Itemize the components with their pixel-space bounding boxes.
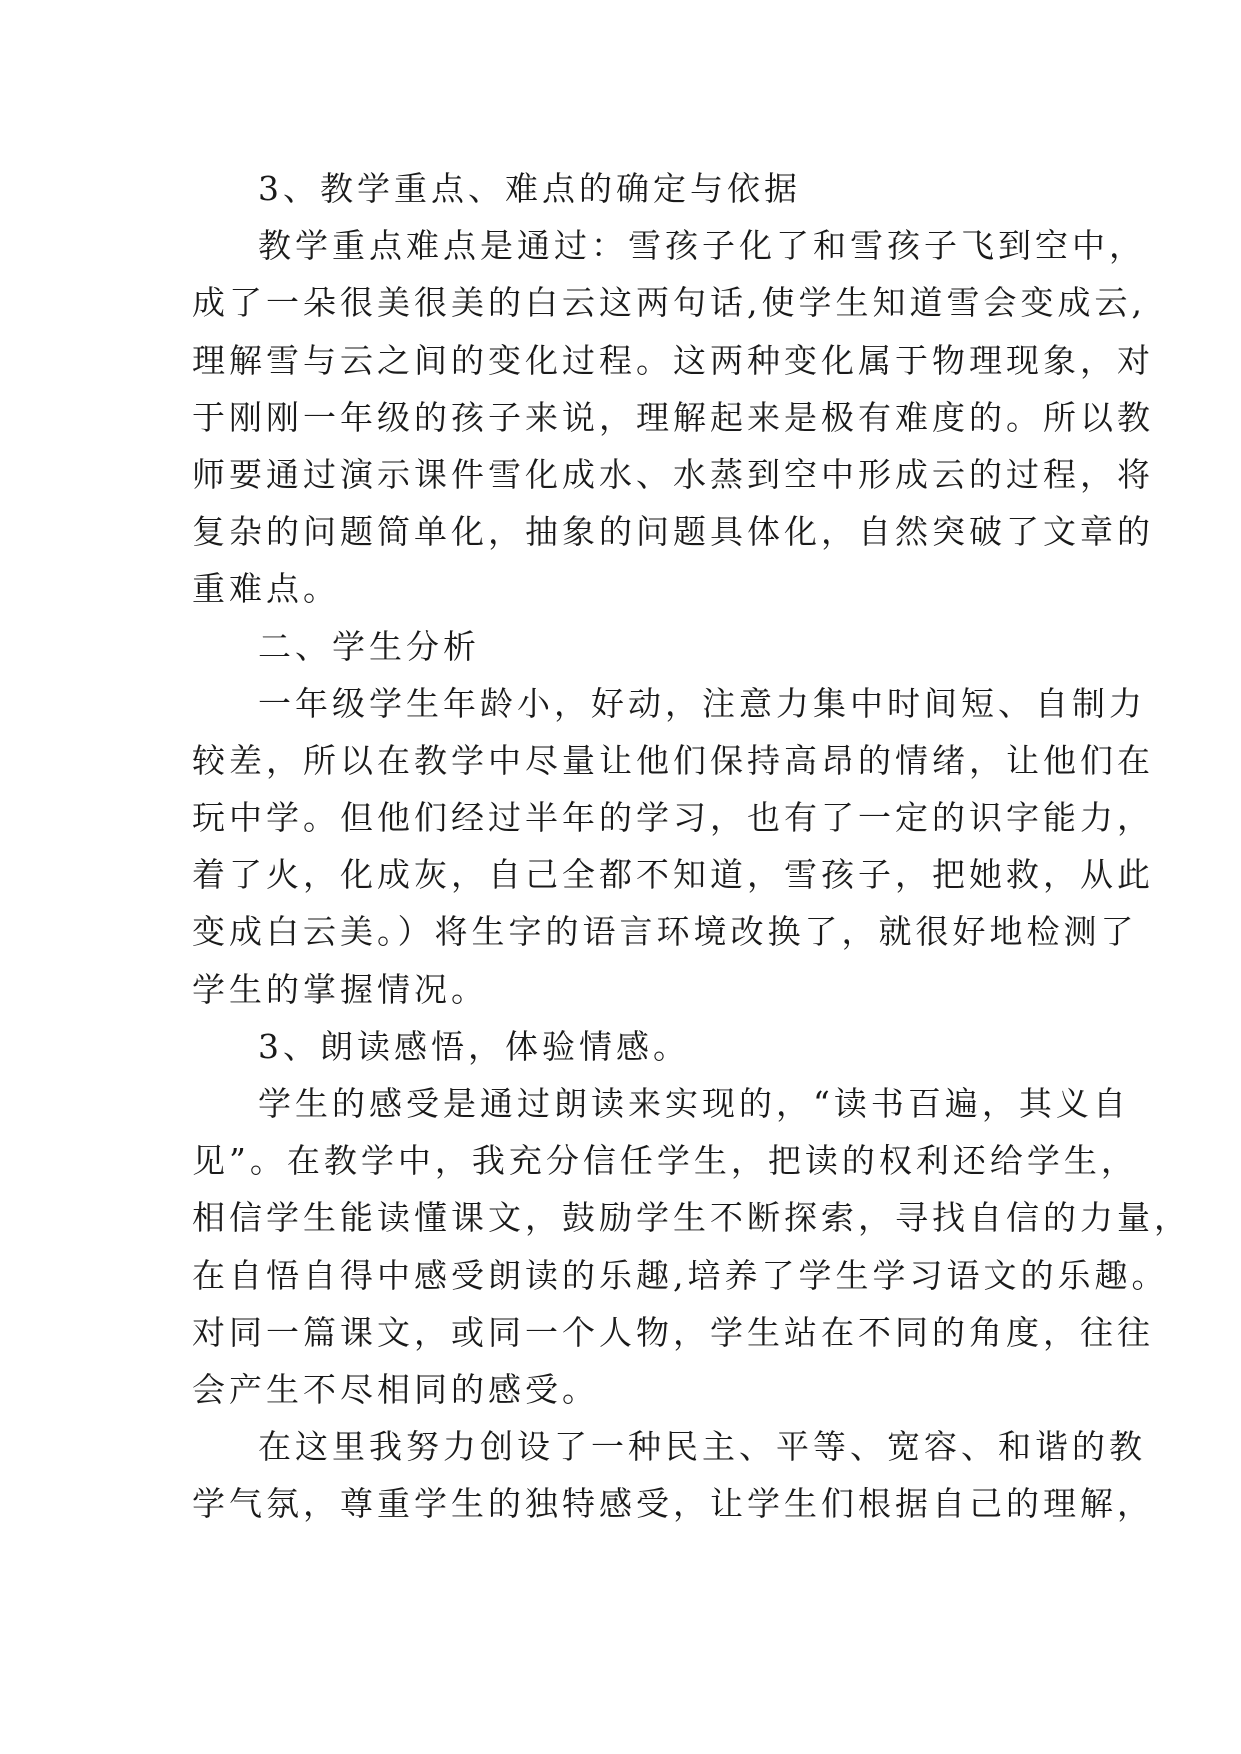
paragraph-line: 学生的掌握情况。 xyxy=(192,969,488,1009)
paragraph-line: 学生的感受是通过朗读来实现的，“读书百遍，其义自 xyxy=(258,1084,1130,1123)
paragraph-line: 变成白云美。）将生字的语言环境改换了，就很好地检测了 xyxy=(192,912,1138,952)
paragraph-line: 于刚刚一年级的孩子来说，理解起来是极有难度的。所以教 xyxy=(192,397,1154,437)
paragraph-line: 重难点。 xyxy=(192,569,340,609)
paragraph-line: 玩中学。但他们经过半年的学习，也有了一定的识字能力， xyxy=(192,798,1154,838)
paragraph-line: 一年级学生年龄小，好动，注意力集中时间短、自制力 xyxy=(258,683,1146,723)
section-heading-reading: 3、朗读感悟，体验情感。 xyxy=(258,1026,690,1066)
paragraph-line: 对同一篇课文，或同一个人物，学生站在不同的角度，往往 xyxy=(192,1312,1154,1352)
paragraph-line: 会产生不尽相同的感受。 xyxy=(192,1369,599,1409)
section-heading-key-points: 3、教学重点、难点的确定与依据 xyxy=(258,169,801,208)
paragraph-line: 复杂的问题简单化，抽象的问题具体化，自然突破了文章的 xyxy=(192,512,1154,552)
paragraph-line: 着了火，化成灰，自己全都不知道，雪孩子，把她救，从此 xyxy=(192,855,1154,895)
paragraph-line: 较差，所以在教学中尽量让他们保持高昂的情绪，让他们在 xyxy=(192,740,1154,780)
paragraph-line: 相信学生能读懂课文，鼓励学生不断探索，寻找自信的力量， xyxy=(192,1198,1191,1238)
paragraph-line: 教学重点难点是通过：雪孩子化了和雪孩子飞到空中， xyxy=(258,226,1146,266)
paragraph-line: 成了一朵很美很美的白云这两句话,使学生知道雪会变成云, xyxy=(192,283,1146,323)
paragraph-line: 师要通过演示课件雪化成水、水蒸到空中形成云的过程，将 xyxy=(192,454,1154,494)
paragraph-line: 在自悟自得中感受朗读的乐趣,培养了学生学习语文的乐趣。 xyxy=(192,1255,1169,1295)
paragraph-line: 在这里我努力创设了一种民主、平等、宽容、和谐的教 xyxy=(258,1427,1146,1467)
section-heading-student-analysis: 二、学生分析 xyxy=(258,626,480,666)
paragraph-line: 理解雪与云之间的变化过程。这两种变化属于物理现象，对 xyxy=(192,340,1154,380)
document-body xyxy=(192,160,1191,1533)
paragraph-line: 见”。在教学中，我充分信任学生，把读的权利还给学生， xyxy=(192,1141,1138,1181)
paragraph-line: 学气氛，尊重学生的独特感受，让学生们根据自己的理解， xyxy=(192,1484,1154,1524)
